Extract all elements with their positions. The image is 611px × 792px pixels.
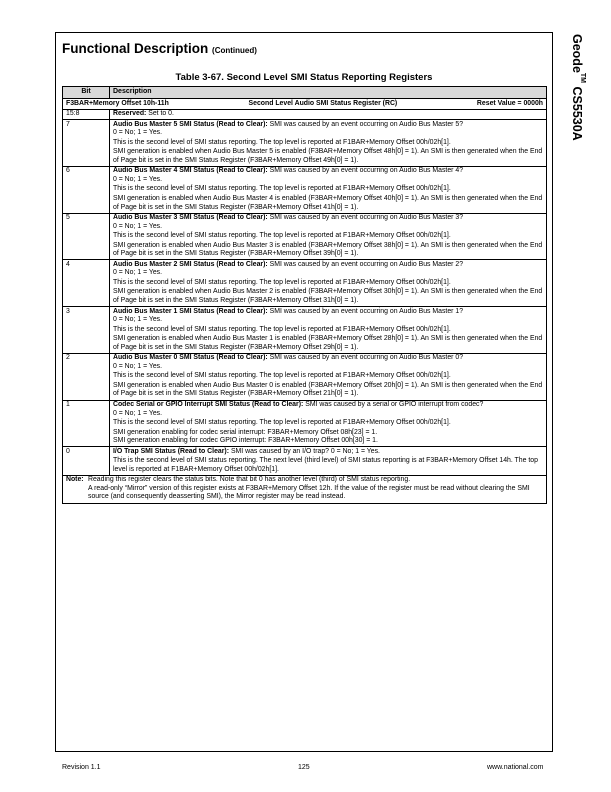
description-cell <box>110 260 547 307</box>
description-text: This is the second level of SMI status reporting. The top level is reported at F1BAR+Memory Offset 00h/02h[1]. <box>113 325 451 333</box>
bit-cell: 5 <box>63 213 110 260</box>
bit-cell: 3 <box>63 307 110 354</box>
footer-url: www.national.com <box>487 764 544 771</box>
table-row <box>63 447 547 476</box>
field-name: Audio Bus Master 2 SMI Status (Read to Clear): <box>113 260 268 268</box>
table-row <box>63 166 547 213</box>
field-name: Codec Serial or GPIO Interrupt SMI Status (Read to Clear): <box>113 401 304 408</box>
register-header-row <box>63 99 547 110</box>
register-reset-value: Reset Value = 0000h <box>476 99 543 107</box>
field-name: Audio Bus Master 3 SMI Status (Read to Clear): <box>113 214 268 222</box>
description-cell <box>110 447 547 476</box>
field-name: Reserved: <box>113 110 147 118</box>
table-row <box>63 307 547 354</box>
description-paragraph <box>113 139 543 148</box>
description-text: This is the second level of SMI status reporting. The top level is reported at F1BAR+Memory Offset 00h/02h[1]. <box>113 185 451 193</box>
description-text: This is the second level of SMI status reporting. The top level is reported at F1BAR+Memory Offset 00h/02h[1]. <box>113 419 451 427</box>
description-text: SMI generation is enabled when Audio Bus Master 3 is enabled (F3BAR+Memory Offset 38h[0] = 1). An SMI is then generated when the End of Page bit is set in the SMI Status Register (F3BAR+Memory Offset 39h[0] = 1). <box>113 241 543 258</box>
bit-cell: 7 <box>63 120 110 167</box>
bit-cell: 0 <box>63 447 110 476</box>
description-paragraph <box>113 288 543 305</box>
description-cell <box>110 120 547 167</box>
description-paragraph <box>113 401 543 418</box>
description-text: SMI generation is enabled when Audio Bus Master 0 is enabled (F3BAR+Memory Offset 20h[0] = 1). An SMI is then generated when the End of Page bit is set in the SMI Status Register (F3BAR+Memory Offset 21h[0] = 1). <box>113 381 543 398</box>
description-text: SMI was caused by an event occurring on Audio Bus Master 0? 0 = No; 1 = Yes. <box>113 354 464 370</box>
description-paragraph <box>113 232 543 241</box>
description-text: SMI generation is enabled when Audio Bus Master 2 is enabled (F3BAR+Memory Offset 30h[0] = 1). An SMI is then generated when the End of Page bit is set in the SMI Status Register (F3BAR+Memory Offset 31h[0] = 1). <box>113 288 543 304</box>
description-paragraph <box>113 372 543 381</box>
description-paragraph <box>113 167 543 184</box>
description-cell <box>110 307 547 354</box>
description-text: SMI generation is enabled when Audio Bus Master 1 is enabled (F3BAR+Memory Offset 28h[0] = 1). An SMI is then generated when the End of Page bit is set in the SMI Status Register (F3BAR+Memory Offset 29h[0] = 1). <box>113 335 543 351</box>
description-paragraph <box>113 148 543 165</box>
description-text: SMI generation is enabled when Audio Bus Master 4 is enabled (F3BAR+Memory Offset 40h[0] = 1). An SMI is then generated when the End of Page bit is set in the SMI Status Register (F3BAR+Memory Offset 41h[0] = 1). <box>113 194 543 211</box>
description-cell <box>110 400 547 447</box>
description-paragraph <box>113 457 543 474</box>
bit-cell: 2 <box>63 353 110 400</box>
footer-revision: Revision 1.1 <box>62 764 101 771</box>
description-text: SMI was caused by an event occurring on Audio Bus Master 2? 0 = No; 1 = Yes. <box>113 260 464 277</box>
note-text-2: A read-only “Mirror” version of this register exists at F3BAR+Memory Offset 12h. If the value of the register must be read without clearing the SMI source (and consequently deasserting SMI), the Mirror register may be read instead. <box>88 484 530 501</box>
description-text: SMI generation enabling for codec serial interrupt: F3BAR+Memory Offset 08h[23] = 1. SMI generation enabling for codec GPIO interrupt: F3BAR+Memory Offset 00h[30] = 1. <box>113 428 378 445</box>
description-paragraph <box>113 382 543 399</box>
description-paragraph <box>113 110 543 119</box>
description-paragraph <box>113 448 543 457</box>
note-text-1: Reading this register clears the status bits. Note that bit 0 has another level (third) of SMI status reporting. <box>88 476 411 484</box>
field-name: Audio Bus Master 5 SMI Status (Read to Clear): <box>113 120 268 128</box>
table-title: Table 3-67. Second Level SMI Status Reporting Registers <box>175 72 433 83</box>
note-row <box>63 475 547 503</box>
section-heading <box>62 41 257 56</box>
field-name: I/O Trap SMI Status (Read to Clear): <box>113 447 230 455</box>
description-paragraph <box>113 242 543 259</box>
description-text: SMI was caused by a serial or GPIO interrupt from codec? 0 = No; 1 = Yes. <box>113 401 484 417</box>
description-paragraph <box>113 308 543 325</box>
section-continued: (Continued) <box>212 46 257 55</box>
description-paragraph <box>113 354 543 371</box>
description-text: SMI generation is enabled when Audio Bus Master 5 is enabled (F3BAR+Memory Offset 48h[0] = 1). An SMI is then generated when the End of Page bit is set in the SMI Status Register (F3BAR+Memory Offset 49h[0] = 1). <box>113 148 543 164</box>
column-header-description: Description <box>110 87 547 99</box>
table-row <box>63 353 547 400</box>
register-table <box>62 86 547 504</box>
table-header-row <box>63 87 547 99</box>
table-row <box>63 260 547 307</box>
product-title: Geode™ CS5530A <box>569 34 586 141</box>
description-text: This is the second level of SMI status reporting. The next level (third level) of SMI status reporting is at F3BAR+Memory Offset 14h. The top level is reported at F1BAR+Memory Offset 00h/02h[1]. <box>113 457 538 473</box>
description-cell <box>110 109 547 120</box>
description-paragraph <box>113 261 543 278</box>
table-row <box>63 109 547 120</box>
description-paragraph <box>113 121 543 138</box>
description-paragraph <box>113 429 543 446</box>
description-paragraph <box>113 335 543 352</box>
description-cell <box>110 353 547 400</box>
description-text: SMI was caused by an event occurring on Audio Bus Master 1? 0 = No; 1 = Yes. <box>113 307 464 324</box>
description-text: SMI was caused by an event occurring on Audio Bus Master 5? 0 = No; 1 = Yes. <box>113 120 464 137</box>
register-name: Second Level Audio SMI Status Register (RC) <box>248 99 398 107</box>
bit-cell: 4 <box>63 260 110 307</box>
description-paragraph <box>113 419 543 428</box>
description-paragraph <box>113 214 543 231</box>
description-text: This is the second level of SMI status reporting. The top level is reported at F1BAR+Memory Offset 00h/02h[1]. <box>113 138 451 146</box>
description-text: Set to 0. <box>148 110 174 118</box>
description-cell <box>110 213 547 260</box>
field-name: Audio Bus Master 0 SMI Status (Read to Clear): <box>113 354 268 362</box>
description-cell <box>110 166 547 213</box>
bit-cell: 6 <box>63 166 110 213</box>
footer-page-number: 125 <box>298 764 310 771</box>
description-paragraph <box>113 279 543 288</box>
table-row <box>63 213 547 260</box>
note-line-1 <box>66 476 543 485</box>
field-name: Audio Bus Master 1 SMI Status (Read to Clear): <box>113 307 268 315</box>
table-row <box>63 400 547 447</box>
description-text: This is the second level of SMI status reporting. The top level is reported at F1BAR+Memory Offset 00h/02h[1]. <box>113 278 451 286</box>
description-text: SMI was caused by an event occurring on Audio Bus Master 3? 0 = No; 1 = Yes. <box>113 214 464 230</box>
description-text: SMI was caused by an event occurring on Audio Bus Master 4? 0 = No; 1 = Yes. <box>113 167 464 183</box>
description-text: This is the second level of SMI status reporting. The top level is reported at F1BAR+Memory Offset 00h/02h[1]. <box>113 232 451 240</box>
bit-cell: 15:8 <box>63 109 110 120</box>
section-title: Functional Description <box>62 41 209 56</box>
description-text: SMI was caused by an I/O trap? 0 = No; 1 = Yes. <box>230 447 380 455</box>
description-paragraph <box>113 185 543 194</box>
register-offset: F3BAR+Memory Offset 10h-11h <box>66 99 169 107</box>
field-name: Audio Bus Master 4 SMI Status (Read to Clear): <box>113 167 268 175</box>
note-label: Note: <box>66 476 84 484</box>
column-header-bit: Bit <box>63 87 110 99</box>
description-text: This is the second level of SMI status reporting. The top level is reported at F1BAR+Memory Offset 00h/02h[1]. <box>113 372 451 380</box>
bit-cell: 1 <box>63 400 110 447</box>
description-paragraph <box>113 326 543 335</box>
description-paragraph <box>113 195 543 212</box>
table-row <box>63 120 547 167</box>
